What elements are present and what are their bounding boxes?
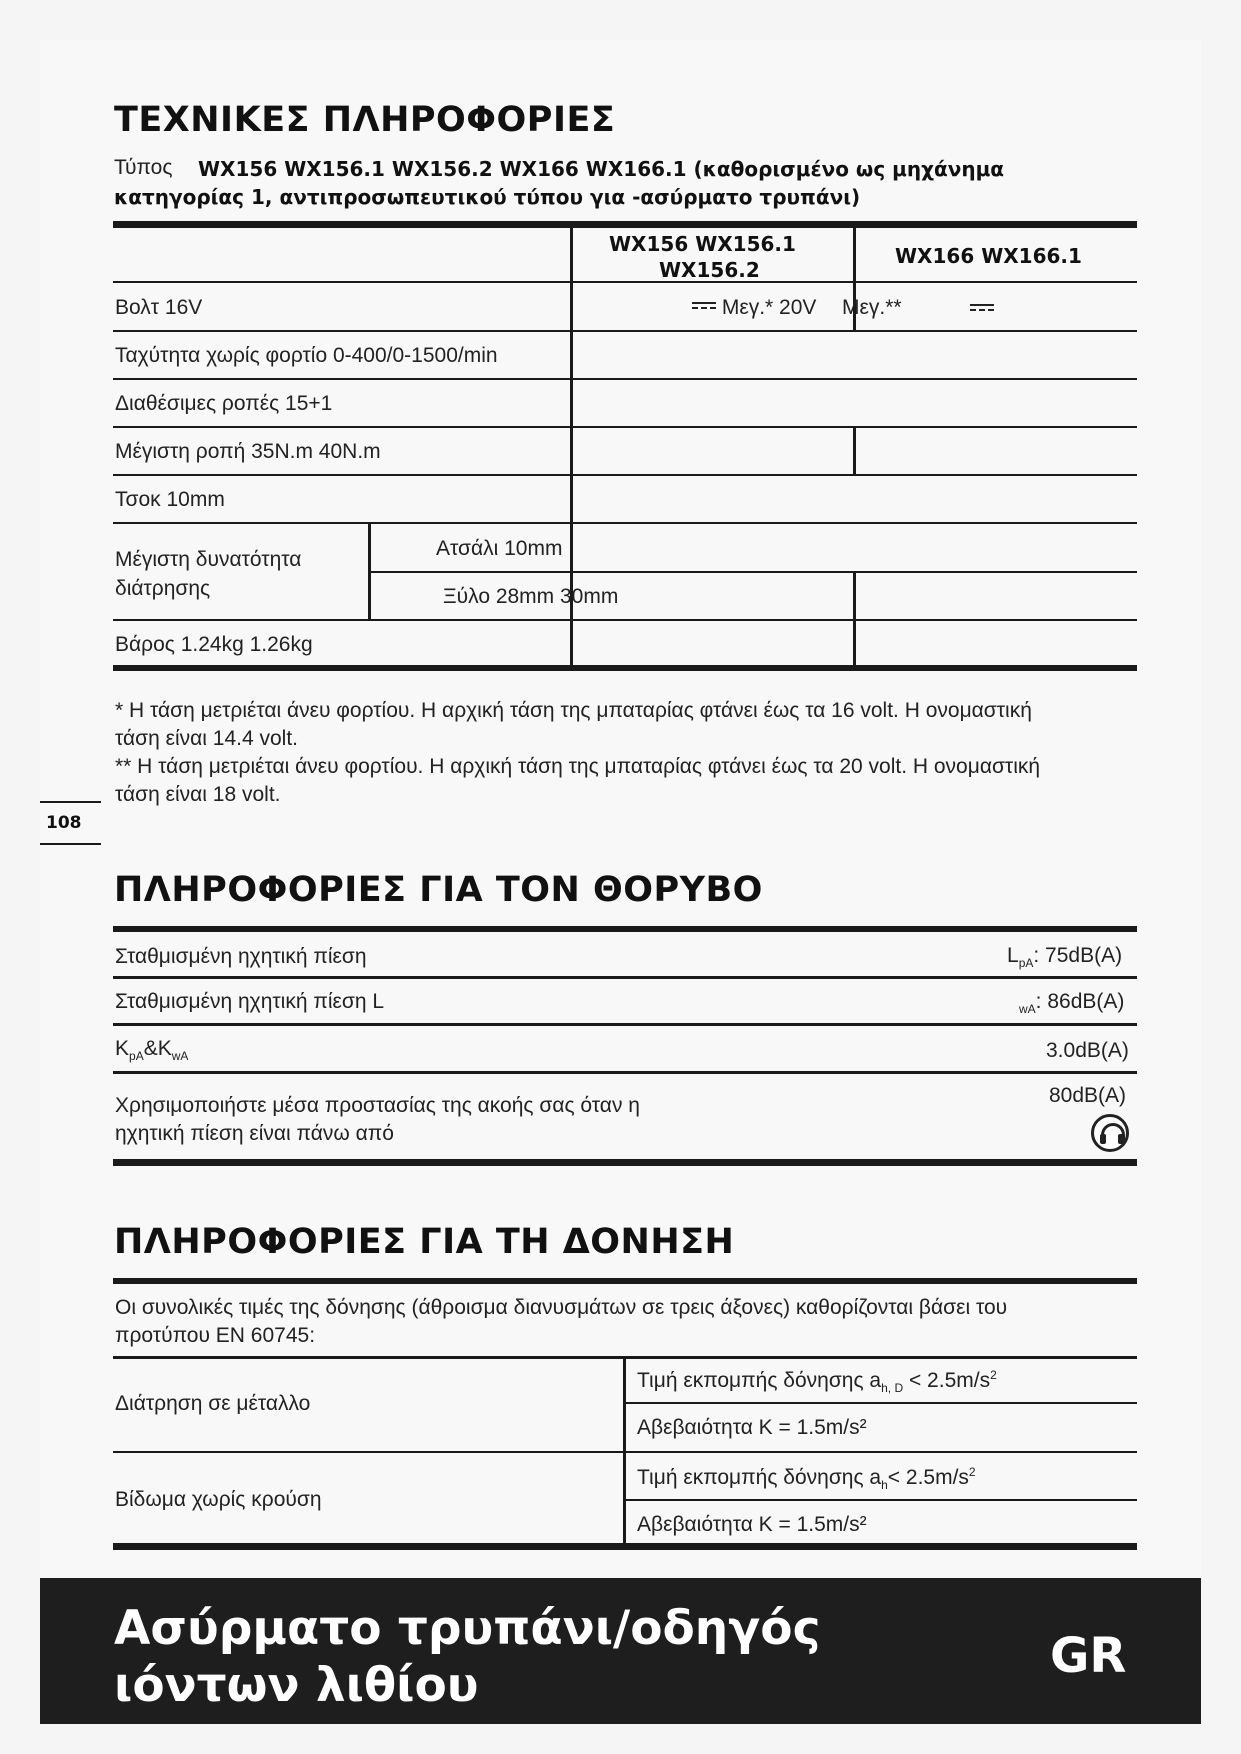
footer-title xyxy=(114,1600,820,1714)
footer-title-line-2: ιόντων λιθίου xyxy=(114,1658,479,1713)
noise-divider xyxy=(113,1071,1137,1074)
noise-r4-line-1: Χρησιμοποιήστε μέσα προστασίας της ακοής σας όταν η xyxy=(115,1094,640,1117)
table-divider xyxy=(113,330,1137,332)
note-2: τάση είναι 14.4 volt. xyxy=(115,727,299,750)
type-line-1: WX156 WX156.1 WX156.2 WX166 WX166.1 (καθορισμένο ως μηχάνημα xyxy=(198,157,1005,181)
col-a-header-2: WX156.2 xyxy=(659,258,760,282)
noise-r2-subscript: wA xyxy=(1019,1002,1036,1017)
vibration-col-divider xyxy=(623,1359,626,1543)
noise-r2-label: Σταθμισμένη ηχητική πίεση L xyxy=(115,990,385,1013)
table-divider xyxy=(113,522,1137,524)
col-a-header-1: WX156 WX156.1 xyxy=(609,232,796,256)
vibration-metal-emission-value: < 2.5m/s xyxy=(903,1369,991,1392)
vibration-metal-emission-label: Τιμή εκπομπής δόνησης a xyxy=(637,1369,882,1392)
noise-r3-k1: K xyxy=(115,1037,130,1060)
noise-top-rule xyxy=(113,926,1137,932)
noise-r4-value: 80dB(A) xyxy=(1049,1084,1127,1107)
noise-r3-label xyxy=(115,1037,188,1063)
noise-r4-line-2: ηχητική πίεση είναι πάνω από xyxy=(115,1122,394,1145)
noise-title: ΠΛΗΡΟΦΟΡΙΕΣ ΓΙΑ ΤΟΝ ΘΟΡΥΒΟ xyxy=(114,870,763,910)
vibration-bottom-rule xyxy=(113,1543,1137,1550)
type-line-2: κατηγορίας 1, αντιπροσωπευτικού τύπου για -ασύρματο τρυπάνι) xyxy=(114,185,861,209)
row-weight: Βάρος 1.24kg 1.26kg xyxy=(115,633,313,656)
row-torques: Διαθέσιμες ροπές 15+1 xyxy=(115,392,333,415)
vibration-divider xyxy=(624,1499,1137,1501)
noise-r1-subscript: pA xyxy=(1018,956,1034,971)
table-divider xyxy=(113,426,1137,428)
volt-value-b: Μεγ.** xyxy=(842,296,902,319)
noise-divider xyxy=(113,976,1137,979)
vibration-top-rule xyxy=(113,1278,1137,1284)
note-1: * Η τάση μετριέται άνευ φορτίου. Η αρχική τάση της μπαταρίας φτάνει έως τα 16 volt. Η ονομαστική xyxy=(115,699,1032,722)
vibration-screw-emission-label: Τιμή εκπομπής δόνησης a xyxy=(637,1466,882,1489)
volt-value-a xyxy=(692,296,816,320)
vibration-screw-emission-sup: 2 xyxy=(968,1465,976,1479)
table-col-divider xyxy=(368,522,371,619)
table-top-rule xyxy=(113,221,1137,228)
row-max-torque: Μέγιστη ροπή 35N.m 40N.m xyxy=(115,440,381,463)
note-3: ** Η τάση μετριέται άνευ φορτίου. Η αρχική τάση της μπαταρίας φτάνει έως τα 20 volt. Η ονομαστική xyxy=(115,755,1041,778)
row-steel: Ατσάλι 10mm xyxy=(436,537,563,560)
vibration-divider xyxy=(624,1402,1137,1404)
vibration-screw-emission-value: < 2.5m/s xyxy=(887,1466,969,1489)
row-speed: Ταχύτητα χωρίς φορτίο 0-400/0-1500/min xyxy=(115,344,498,367)
page-number-rule xyxy=(40,801,101,803)
noise-r2-value xyxy=(1019,990,1124,1016)
table-divider xyxy=(113,378,1137,380)
page-number-rule xyxy=(40,843,101,845)
noise-r1-value xyxy=(1007,944,1122,970)
table-divider xyxy=(370,571,1137,573)
type-label: Τύπος xyxy=(114,156,173,179)
dc-symbol-icon xyxy=(970,301,994,319)
vibration-screw-label: Βίδωμα χωρίς κρούση xyxy=(115,1488,322,1511)
vibration-title: ΠΛΗΡΟΦΟΡΙΕΣ ΓΙΑ ΤΗ ΔΟΝΗΣΗ xyxy=(114,1222,735,1262)
vibration-screw-emission-sub: h xyxy=(881,1478,888,1493)
page-number: 108 xyxy=(46,813,82,833)
footer-banner xyxy=(40,1578,1201,1724)
noise-r2-number: : 86dB(A) xyxy=(1035,990,1125,1013)
noise-divider xyxy=(113,1023,1137,1026)
noise-r1-symbol: L xyxy=(1007,944,1019,967)
noise-r1-label: Σταθμισμένη ηχητική πίεση xyxy=(115,945,367,968)
noise-r3-value: 3.0dB(A) xyxy=(1046,1039,1129,1062)
noise-r3-sub2: wA xyxy=(171,1049,189,1064)
footer-title-line-1: Ασύρματο τρυπάνι/οδηγός xyxy=(114,1601,821,1656)
row-chuck: Τσοκ 10mm xyxy=(115,488,225,511)
tech-title: ΤΕΧΝΙΚΕΣ ΠΛΗΡΟΦΟΡΙΕΣ xyxy=(114,100,616,140)
language-code: GR xyxy=(1050,1628,1127,1684)
volt-value-a-text: Μεγ.* 20V xyxy=(721,296,817,319)
table-col-divider xyxy=(853,571,856,665)
vibration-metal-uncertainty: Αβεβαιότητα K = 1.5m/s² xyxy=(637,1416,867,1439)
vibration-intro-1: Οι συνολικές τιμές της δόνησης (άθροισμα διανυσμάτων σε τρεις άξονες) καθορίζονται βάσει του xyxy=(115,1296,1008,1319)
vibration-intro-2: προτύπου EN 60745: xyxy=(115,1324,316,1347)
table-divider xyxy=(113,619,1137,621)
vibration-screw-emission xyxy=(637,1465,976,1492)
table-col-divider xyxy=(853,426,856,474)
row-volt: Βολτ 16V xyxy=(115,296,203,319)
table-divider xyxy=(113,281,1137,283)
noise-bottom-rule xyxy=(113,1159,1137,1166)
ear-protection-icon xyxy=(1091,1114,1129,1152)
vibration-screw-uncertainty: Αβεβαιότητα K = 1.5m/s² xyxy=(637,1513,867,1536)
table-bottom-rule xyxy=(113,665,1137,671)
col-b-header: WX166 WX166.1 xyxy=(895,244,1082,268)
vibration-metal-emission-sub: h, D xyxy=(881,1381,904,1396)
noise-r3-sub1: pA xyxy=(129,1049,144,1064)
noise-r1-number: : 75dB(A) xyxy=(1033,944,1123,967)
noise-r3-k2: &K xyxy=(143,1037,172,1060)
note-4: τάση είναι 18 volt. xyxy=(115,783,281,806)
row-drill-capacity-1: Μέγιστη δυνατότητα xyxy=(115,548,302,571)
vibration-metal-emission xyxy=(637,1368,997,1395)
table-divider xyxy=(113,474,1137,476)
row-wood: Ξύλο 28mm 30mm xyxy=(443,585,619,608)
vibration-metal-label: Διάτρηση σε μέταλλο xyxy=(115,1392,311,1415)
vibration-metal-emission-sup: 2 xyxy=(990,1368,997,1382)
dc-symbol-icon xyxy=(692,301,716,311)
row-drill-capacity-2: διάτρησης xyxy=(115,577,211,600)
